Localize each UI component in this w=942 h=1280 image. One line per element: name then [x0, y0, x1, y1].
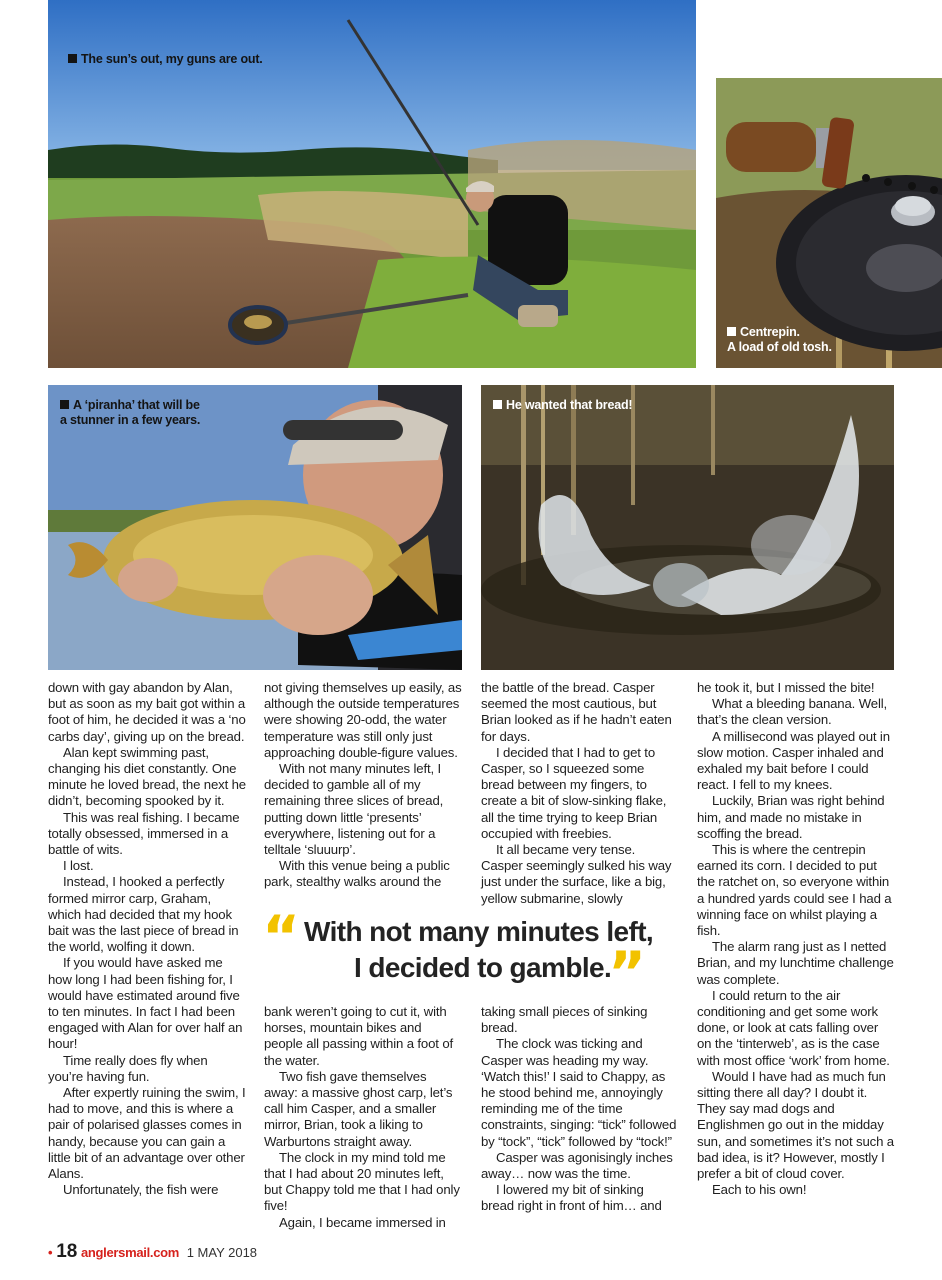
paragraph: The alarm rang just as I netted Brian, and my lunchtime challenge was complete. — [697, 939, 894, 987]
paragraph: A millisecond was played out in slow motion. Casper inhaled and exhaled my bait before I could react. I fell to my knees. — [697, 728, 890, 793]
paragraph: I could return to the air conditioning and get some work done, or look at cats falling over on the ‘tinterweb’, as is the case with most office ‘work’ from home. — [697, 987, 890, 1068]
paragraph: After expertly ruining the swim, I had to move, and this is where a pair of polarised glasses comes in handy, because you can gain a little bit of an advantage over other Alans. — [48, 1085, 246, 1182]
paragraph: Again, I became immersed in — [279, 1214, 446, 1230]
reel-photo-caption — [727, 325, 832, 355]
paragraph: It all became very tense. Casper seemingly sulked his way just under the surface, like a big, yellow submarine, slowly — [481, 842, 672, 906]
caption-text: He wanted that bread! — [506, 398, 633, 412]
caption-square-icon — [493, 400, 502, 409]
paragraph: Luckily, Brian was right behind him, and made no mistake in scoffing the bread. — [697, 793, 885, 841]
column-3-bottom — [481, 1004, 679, 1215]
issue-date: 1 MAY 2018 — [186, 1245, 258, 1260]
close-quote-icon: ” — [608, 939, 647, 1007]
paragraph: This was real fishing. I became totally obsessed, immersed in a battle of wits. — [48, 809, 240, 858]
column-1 — [48, 680, 246, 1199]
top-photo-caption — [68, 52, 263, 67]
open-quote-icon: “ — [262, 903, 301, 971]
page-footer — [48, 1241, 257, 1263]
site-link[interactable]: anglersmail.com — [80, 1245, 180, 1260]
paragraph: the battle of the bread. Casper seemed the most cautious, but Brian looked as if he hadn’t eaten for days. — [481, 680, 672, 744]
paragraph: With this venue being a public park, stealthy walks around the — [264, 858, 450, 890]
caption-square-icon — [60, 400, 69, 409]
column-2-bottom — [264, 1004, 462, 1231]
paragraph: The clock was ticking and Casper was heading my way. ‘Watch this!’ I said to Chappy, as he stood behind me, annoyingly reminding me of the time constraints, singing: “tick” followed by “tock”, “tick” followed by “tock!” — [481, 1036, 677, 1149]
pull-quote-line-1: With not many minutes left, — [304, 916, 654, 947]
caption-square-icon — [727, 327, 736, 336]
paragraph: If you would have asked me how long I had been fishing for, I would have estimated around five to ten minutes. In fact I had been engaged with Alan for over half an hour! — [48, 955, 243, 1052]
column-3-top — [481, 680, 679, 907]
column-2-top — [264, 680, 462, 891]
paragraph: Instead, I hooked a perfectly formed mirror carp, Graham, which had decided that my hook bait was the last piece of bread in the world, wolfing it down. — [48, 874, 239, 955]
paragraph: This is where the centrepin earned its corn. I decided to put the ratchet on, so everyone within a hundred yards could see I had a winning face on whilst playing a fish. — [697, 842, 892, 939]
paragraph: With not many minutes left, I decided to gamble all of my remaining three slices of bread, putting down little ‘presents’ everywhere, listening out for a telltale ‘sluuurp’. — [264, 761, 444, 858]
paragraph: Two fish gave themselves away: a massive ghost carp, let’s call him Casper, and a smaller mirror, Brian, took a liking to Warburtons straight away. — [264, 1068, 453, 1149]
pull-quote — [262, 903, 662, 1007]
paragraph: I decided that I had to get to Casper, so I squeezed some bread between my fingers, to create a bit of slow-sinking flake, all the time trying to keep Brian occupied with freebies. — [481, 744, 667, 841]
paragraph: Unfortunately, the fish were — [63, 1182, 219, 1198]
caption-line-1: A ‘piranha’ that will be — [73, 398, 200, 412]
paragraph: I lowered my bit of sinking bread right in front of him… and — [481, 1182, 662, 1214]
page-number: 18 — [56, 1241, 78, 1262]
paragraph: What a bleeding banana. Well, that’s the clean version. — [697, 696, 888, 728]
paragraph: bank weren’t going to cut it, with horses, mountain bikes and people all passing within a foot of the water. — [264, 1004, 454, 1068]
caption-line-2: A load of old tosh. — [727, 340, 832, 354]
paragraph: taking small pieces of sinking bread. — [481, 1004, 648, 1036]
paragraph: I lost. — [63, 858, 94, 874]
paragraph: not giving themselves up easily, as although the outside temperatures were showing 20-odd, the water temperature was still only just approaching double-figure values. — [264, 680, 462, 760]
column-4 — [697, 680, 895, 1199]
caption-line-2: a stunner in a few years. — [60, 413, 201, 427]
paragraph: Time really does fly when you’re having fun. — [48, 1052, 208, 1084]
paragraph: The clock in my mind told me that I had about 20 minutes left, but Chappy told me that I had only five! — [264, 1149, 460, 1214]
paragraph: Casper was agonisingly inches away… now was the time. — [481, 1149, 673, 1182]
caption-text: The sun’s out, my guns are out. — [81, 52, 263, 66]
caption-square-icon — [68, 54, 77, 63]
bullet-icon: • — [48, 1245, 53, 1260]
paragraph: Alan kept swimming past, changing his diet constantly. One minute he loved bread, the next he didn’t, becoming spooked by it. — [48, 744, 246, 809]
splash-photo-caption — [493, 398, 632, 413]
carp-photo-caption — [60, 398, 200, 428]
paragraph: he took it, but I missed the bite! — [697, 680, 875, 695]
pull-quote-line-2: I decided to gamble. — [354, 952, 612, 983]
paragraph: Would I have had as much fun sitting there all day? I doubt it. They say mad dogs and Englishmen go out in the midday sun, and sometimes it’s not such a bad idea, is it? However, mostly I prefer a bit of cloud cover. — [697, 1068, 894, 1182]
caption-line-1: Centrepin. — [740, 325, 800, 339]
paragraph: Each to his own! — [712, 1182, 807, 1198]
paragraph: down with gay abandon by Alan, but as soon as my bait got within a foot of him, he decided it was a ‘no carbs day’, giving up on the bread. — [48, 680, 246, 744]
splash-photo — [481, 385, 894, 670]
